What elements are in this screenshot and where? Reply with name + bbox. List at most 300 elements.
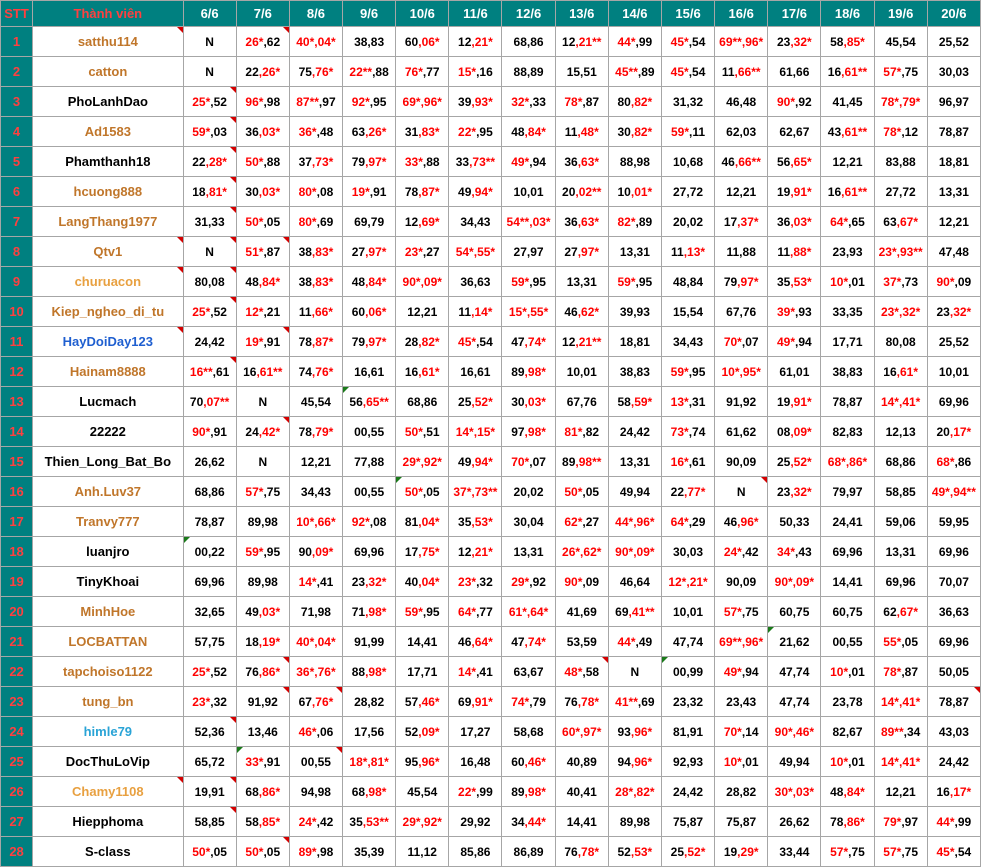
result-cell: 10*,01: [821, 747, 874, 777]
result-cell: 78*,12: [874, 117, 927, 147]
result-cell: 81*,82: [555, 417, 608, 447]
result-cell: 36,63: [449, 267, 502, 297]
result-cell: N: [183, 237, 236, 267]
result-cell: 62,03: [715, 117, 768, 147]
result-cell: 90*,09*: [396, 267, 449, 297]
member-name[interactable]: Tranvy777: [33, 507, 183, 537]
result-cell: 36,63*: [555, 207, 608, 237]
result-cell: 12,21: [874, 777, 927, 807]
result-cell: 76,86*: [236, 657, 289, 687]
result-cell: 88,98: [608, 147, 661, 177]
result-cell: 90*,09: [927, 267, 980, 297]
result-cell: 17,71: [821, 327, 874, 357]
result-cell: 80*,69: [289, 207, 342, 237]
result-cell: 21,62: [768, 627, 821, 657]
result-cell: 34,43: [661, 327, 714, 357]
result-cell: 24,42: [608, 417, 661, 447]
result-cell: 60*,97*: [555, 717, 608, 747]
member-name[interactable]: Phamthanh18: [33, 147, 183, 177]
result-cell: 24,42*: [236, 417, 289, 447]
member-name[interactable]: himle79: [33, 717, 183, 747]
member-name[interactable]: Ad1583: [33, 117, 183, 147]
result-cell: 50*,88: [236, 147, 289, 177]
result-cell: 23,78: [821, 687, 874, 717]
result-cell: 92*,95: [343, 87, 396, 117]
result-cell: 70*,07: [502, 447, 555, 477]
result-cell: 22,77*: [661, 477, 714, 507]
result-cell: 57,46*: [396, 687, 449, 717]
result-cell: 24*,42: [289, 807, 342, 837]
result-cell: 20,02: [502, 477, 555, 507]
result-cell: 10,68: [661, 147, 714, 177]
result-cell: 23,93: [821, 237, 874, 267]
result-cell: 00,55: [343, 417, 396, 447]
table-row: [1, 417, 981, 447]
result-cell: 77,88: [343, 447, 396, 477]
row-number: 28: [1, 837, 33, 867]
member-name[interactable]: catton: [33, 57, 183, 87]
result-cell: 10,01: [502, 177, 555, 207]
row-number: 26: [1, 777, 33, 807]
member-name[interactable]: satthu114: [33, 27, 183, 57]
header-stt: STT: [1, 1, 33, 27]
result-cell: 74,76*: [289, 357, 342, 387]
table-row: [1, 837, 981, 867]
result-cell: 69**,96*: [715, 627, 768, 657]
result-cell: 57*,75: [874, 57, 927, 87]
result-cell: 33*,91: [236, 747, 289, 777]
result-cell: 81,91: [661, 717, 714, 747]
result-cell: 16,61*: [874, 357, 927, 387]
result-cell: 44*,99: [927, 807, 980, 837]
table-row: [1, 297, 981, 327]
result-cell: 69,96: [927, 537, 980, 567]
result-cell: 62,67*: [874, 597, 927, 627]
table-row: [1, 207, 981, 237]
member-name[interactable]: Anh.Luv37: [33, 477, 183, 507]
table-row: [1, 267, 981, 297]
result-cell: 16*,61: [661, 447, 714, 477]
result-cell: 39*,93: [768, 297, 821, 327]
member-name[interactable]: PhoLanhDao: [33, 87, 183, 117]
result-cell: 30,03: [927, 57, 980, 87]
result-cell: 26*,62: [236, 27, 289, 57]
result-cell: 45*,54: [927, 837, 980, 867]
result-cell: 73*,74: [661, 417, 714, 447]
result-cell: 25,52*: [661, 837, 714, 867]
table-row: [1, 597, 981, 627]
result-cell: 51*,87: [236, 237, 289, 267]
result-cell: 13,31: [608, 237, 661, 267]
result-cell: 12,21: [821, 147, 874, 177]
result-cell: 10*,66*: [289, 507, 342, 537]
member-name[interactable]: tapchoiso1122: [33, 657, 183, 687]
result-cell: 38,83*: [289, 237, 342, 267]
result-cell: 80,08: [183, 267, 236, 297]
result-cell: 18,81: [927, 147, 980, 177]
result-cell: 22*,99: [449, 777, 502, 807]
result-cell: 47,74: [768, 657, 821, 687]
member-name[interactable]: 22222: [33, 417, 183, 447]
result-cell: 28*,82*: [608, 777, 661, 807]
result-cell: 12,21: [715, 177, 768, 207]
result-cell: 78*,87: [874, 657, 927, 687]
result-cell: 83,88: [874, 147, 927, 177]
result-cell: 24,42: [661, 777, 714, 807]
result-cell: 19*,91: [343, 177, 396, 207]
row-number: 15: [1, 447, 33, 477]
result-cell: 89**,34: [874, 717, 927, 747]
result-cell: 10,01: [661, 597, 714, 627]
result-cell: 34,43: [289, 477, 342, 507]
result-cell: 70,07: [927, 567, 980, 597]
result-cell: 69,96: [183, 567, 236, 597]
result-cell: 64*,77: [449, 597, 502, 627]
result-cell: 78,87*: [396, 177, 449, 207]
result-cell: 40,89: [555, 747, 608, 777]
result-cell: 19,91*: [768, 177, 821, 207]
row-number: 13: [1, 387, 33, 417]
table-row: [1, 117, 981, 147]
result-cell: 50*,51: [396, 417, 449, 447]
result-cell: 14,41: [396, 627, 449, 657]
result-cell: 40,04*: [396, 567, 449, 597]
result-cell: 69,96: [874, 567, 927, 597]
result-cell: 12*,21*: [661, 567, 714, 597]
result-cell: 50*,05: [236, 837, 289, 867]
result-cell: 12,21: [396, 297, 449, 327]
result-cell: 14*,41*: [874, 747, 927, 777]
result-cell: 14*,41*: [874, 387, 927, 417]
result-cell: 24*,42: [715, 537, 768, 567]
row-number: 16: [1, 477, 33, 507]
table-row: [1, 807, 981, 837]
result-cell: 69,91*: [449, 687, 502, 717]
row-number: 11: [1, 327, 33, 357]
result-cell: 12,21*: [449, 537, 502, 567]
result-cell: 92*,08: [343, 507, 396, 537]
result-cell: 50*,05: [183, 837, 236, 867]
header-day: 18/6: [821, 1, 874, 27]
member-name[interactable]: luanjro: [33, 537, 183, 567]
result-cell: 00,55: [289, 747, 342, 777]
result-cell: 29*,92: [502, 567, 555, 597]
member-name[interactable]: Kiep_ngheo_di_tu: [33, 297, 183, 327]
result-cell: 94,98: [289, 777, 342, 807]
header-member: Thành viên: [33, 1, 183, 27]
result-cell: 78,87: [927, 117, 980, 147]
result-cell: 19,91*: [768, 387, 821, 417]
result-cell: 69,96: [343, 537, 396, 567]
result-cell: 12,21**: [555, 27, 608, 57]
row-number: 12: [1, 357, 33, 387]
result-cell: 79,97*: [343, 327, 396, 357]
result-cell: 30,03: [661, 537, 714, 567]
result-cell: 38,83: [821, 357, 874, 387]
result-cell: 89*,98: [289, 837, 342, 867]
member-name[interactable]: Hiepphoma: [33, 807, 183, 837]
row-number: 25: [1, 747, 33, 777]
result-cell: 20,02: [661, 207, 714, 237]
member-name[interactable]: S-class: [33, 837, 183, 867]
row-number: 21: [1, 627, 33, 657]
table-row: [1, 57, 981, 87]
result-cell: 12,69*: [396, 207, 449, 237]
row-number: 3: [1, 87, 33, 117]
result-cell: 63,67: [502, 657, 555, 687]
result-cell: 60,75: [768, 597, 821, 627]
result-cell: 10*,01: [821, 657, 874, 687]
result-cell: 10,01: [927, 357, 980, 387]
result-cell: 50*,05: [396, 477, 449, 507]
table-row: [1, 27, 981, 57]
result-cell: 56,65**: [343, 387, 396, 417]
row-number: 2: [1, 57, 33, 87]
result-cell: 60,46*: [502, 747, 555, 777]
result-cell: 90*,92: [768, 87, 821, 117]
result-cell: 46,62*: [555, 297, 608, 327]
result-cell: 75,76*: [289, 57, 342, 87]
member-name[interactable]: LOCBATTAN: [33, 627, 183, 657]
result-cell: 96,97: [927, 87, 980, 117]
result-cell: 68*,86*: [821, 447, 874, 477]
member-name[interactable]: MinhHoe: [33, 597, 183, 627]
result-cell: 23*,32: [183, 687, 236, 717]
result-cell: 78*,87: [555, 87, 608, 117]
result-cell: 82,83: [821, 417, 874, 447]
row-number: 4: [1, 117, 33, 147]
result-cell: 23,32: [661, 687, 714, 717]
result-cell: 13,46: [236, 717, 289, 747]
result-cell: 22*,95: [449, 117, 502, 147]
row-number: 1: [1, 27, 33, 57]
result-cell: 33*,88: [396, 147, 449, 177]
result-cell: 69*,96*: [396, 87, 449, 117]
result-cell: 11,14*: [449, 297, 502, 327]
result-cell: 30,03*: [502, 387, 555, 417]
result-cell: 14*,41: [289, 567, 342, 597]
result-cell: 27,97: [502, 237, 555, 267]
member-name[interactable]: Hainam8888: [33, 357, 183, 387]
result-cell: 19,91: [183, 777, 236, 807]
result-cell: 75,87: [715, 807, 768, 837]
result-cell: 24,42: [927, 747, 980, 777]
result-cell: 49*,94: [768, 327, 821, 357]
result-cell: 38,83*: [289, 267, 342, 297]
result-cell: 12*,21: [236, 297, 289, 327]
result-cell: 16,61: [449, 357, 502, 387]
result-cell: 13,31: [927, 177, 980, 207]
result-cell: 78*,79*: [874, 87, 927, 117]
header-day: 6/6: [183, 1, 236, 27]
header-day: 14/6: [608, 1, 661, 27]
result-cell: 47,74: [661, 627, 714, 657]
result-cell: 52,53*: [608, 837, 661, 867]
result-cell: 89,98**: [555, 447, 608, 477]
result-cell: 59,95: [927, 507, 980, 537]
result-cell: 14,41: [555, 807, 608, 837]
result-cell: 45,54: [289, 387, 342, 417]
result-cell: 17,75*: [396, 537, 449, 567]
result-cell: 13*,31: [661, 387, 714, 417]
result-cell: 13,31: [555, 267, 608, 297]
result-cell: 16,61: [343, 357, 396, 387]
member-name[interactable]: churuacon: [33, 267, 183, 297]
result-cell: 57*,75: [715, 597, 768, 627]
member-name[interactable]: TinyKhoai: [33, 567, 183, 597]
result-cell: 58,85*: [236, 807, 289, 837]
member-name[interactable]: HayDoiDay123: [33, 327, 183, 357]
table-row: [1, 387, 981, 417]
result-cell: 26*,62*: [555, 537, 608, 567]
result-cell: 76,78*: [555, 837, 608, 867]
member-name[interactable]: Thien_Long_Bat_Bo: [33, 447, 183, 477]
result-cell: 54**,03*: [502, 207, 555, 237]
result-cell: 88,89: [502, 57, 555, 87]
result-cell: 90*,09*: [608, 537, 661, 567]
table-row: [1, 747, 981, 777]
result-cell: 15,51: [555, 57, 608, 87]
result-cell: 48,84: [661, 267, 714, 297]
header-day: 12/6: [502, 1, 555, 27]
result-cell: 49,94*: [449, 177, 502, 207]
result-cell: 24,41: [821, 507, 874, 537]
result-cell: 59,06: [874, 507, 927, 537]
result-cell: 17,56: [343, 717, 396, 747]
result-cell: 68,86: [183, 477, 236, 507]
result-cell: 50*,05: [555, 477, 608, 507]
result-cell: 37,73*: [289, 147, 342, 177]
result-cell: 57*,75: [821, 837, 874, 867]
result-cell: 56,65*: [768, 147, 821, 177]
result-cell: 46,66**: [715, 147, 768, 177]
result-cell: 49,94*: [449, 447, 502, 477]
result-cell: 36,03*: [768, 207, 821, 237]
row-number: 22: [1, 657, 33, 687]
result-cell: 11,13*: [661, 237, 714, 267]
result-cell: 38,83: [343, 27, 396, 57]
result-cell: 47,74: [768, 687, 821, 717]
result-cell: 44*,96*: [608, 507, 661, 537]
result-cell: 29,92: [449, 807, 502, 837]
row-number: 8: [1, 237, 33, 267]
result-cell: 43,61**: [821, 117, 874, 147]
result-cell: 61,01: [768, 357, 821, 387]
result-cell: 47,48: [927, 237, 980, 267]
result-cell: 28,82: [343, 687, 396, 717]
result-cell: 48,84*: [236, 267, 289, 297]
result-cell: 23*,93**: [874, 237, 927, 267]
result-cell: 14,41: [821, 567, 874, 597]
result-cell: 34,44*: [502, 807, 555, 837]
result-cell: 57*,75: [874, 837, 927, 867]
row-number: 7: [1, 207, 33, 237]
result-cell: 26,62: [183, 447, 236, 477]
result-cell: 16,61*: [396, 357, 449, 387]
result-cell: 12,21*: [449, 27, 502, 57]
result-cell: 80,82*: [608, 87, 661, 117]
result-cell: 59*,95: [236, 537, 289, 567]
result-cell: 36*,48: [289, 117, 342, 147]
result-cell: 79,97*: [715, 267, 768, 297]
result-cell: 95,96*: [396, 747, 449, 777]
header-day: 16/6: [715, 1, 768, 27]
result-cell: 35,39: [343, 837, 396, 867]
result-cell: 59*,95: [661, 357, 714, 387]
result-cell: 64*,29: [661, 507, 714, 537]
result-cell: 45,54: [874, 27, 927, 57]
result-cell: 58,59*: [608, 387, 661, 417]
result-cell: 13,31: [608, 447, 661, 477]
result-cell: 18,19*: [236, 627, 289, 657]
member-name[interactable]: Chamy1108: [33, 777, 183, 807]
member-name[interactable]: DocThuLoVip: [33, 747, 183, 777]
result-cell: 47,74*: [502, 627, 555, 657]
result-cell: 10,01: [555, 357, 608, 387]
result-cell: 45*,54: [449, 327, 502, 357]
table-row: [1, 477, 981, 507]
result-cell: 17,71: [396, 657, 449, 687]
member-name[interactable]: LangThang1977: [33, 207, 183, 237]
result-cell: 78,86*: [821, 807, 874, 837]
result-cell: 69**,96*: [715, 27, 768, 57]
result-cell: 41,69: [555, 597, 608, 627]
header-day: 11/6: [449, 1, 502, 27]
header-day: 8/6: [289, 1, 342, 27]
result-cell: 90,09*: [289, 537, 342, 567]
result-cell: 45**,89: [608, 57, 661, 87]
result-cell: 11,88*: [768, 237, 821, 267]
result-cell: 10*,95*: [715, 357, 768, 387]
result-cell: 78,87*: [289, 327, 342, 357]
result-cell: 49,94: [768, 747, 821, 777]
result-cell: 50,33: [768, 507, 821, 537]
result-cell: 18*,81*: [343, 747, 396, 777]
result-cell: 52,36: [183, 717, 236, 747]
result-cell: 23*,32: [449, 567, 502, 597]
result-cell: N: [715, 477, 768, 507]
result-cell: 61,62: [715, 417, 768, 447]
header-day: 15/6: [661, 1, 714, 27]
result-cell: 00,55: [343, 477, 396, 507]
row-number: 5: [1, 147, 33, 177]
member-name[interactable]: Lucmach: [33, 387, 183, 417]
result-cell: 48,84*: [343, 267, 396, 297]
result-cell: 23*,32*: [874, 297, 927, 327]
member-name[interactable]: hcuong888: [33, 177, 183, 207]
result-cell: 96*,98: [236, 87, 289, 117]
result-cell: 13,31: [874, 537, 927, 567]
result-cell: 40,41: [555, 777, 608, 807]
member-name[interactable]: Qtv1: [33, 237, 183, 267]
result-cell: 25,52: [927, 27, 980, 57]
header-day: 20/6: [927, 1, 980, 27]
result-cell: 71,98: [289, 597, 342, 627]
result-cell: 52,09*: [396, 717, 449, 747]
result-cell: 29*,92*: [396, 447, 449, 477]
result-cell: 32,65: [183, 597, 236, 627]
result-cell: 20,17*: [927, 417, 980, 447]
table-row: [1, 87, 981, 117]
result-cell: 44*,99: [608, 27, 661, 57]
result-cell: 91,99: [343, 627, 396, 657]
member-name[interactable]: tung_bn: [33, 687, 183, 717]
result-cell: 71,98*: [343, 597, 396, 627]
table-row: [1, 657, 981, 687]
table-row: [1, 777, 981, 807]
result-cell: 49,03*: [236, 597, 289, 627]
result-cell: 00,55: [821, 627, 874, 657]
